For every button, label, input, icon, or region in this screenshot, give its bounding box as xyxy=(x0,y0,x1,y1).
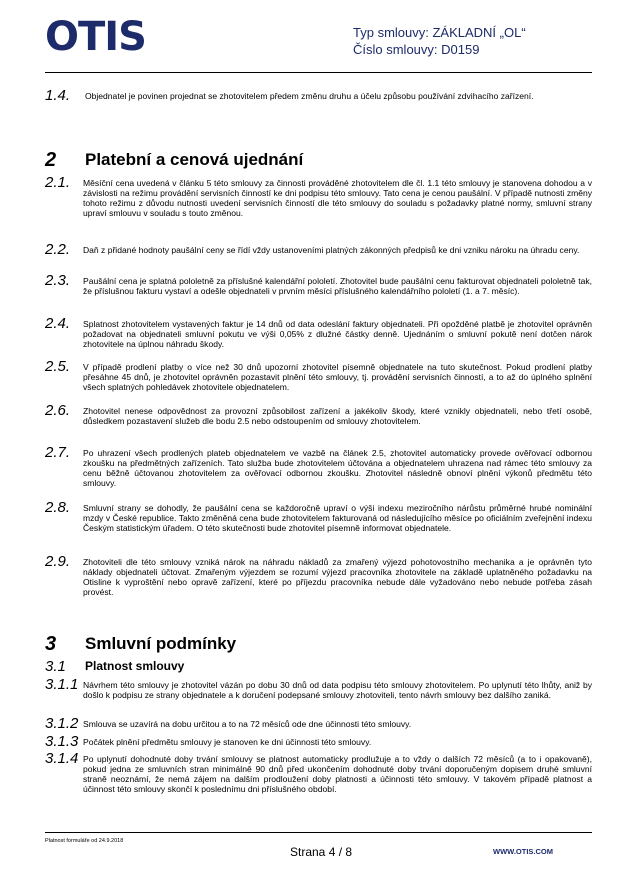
otis-logo: OTIS xyxy=(45,14,146,60)
clause-number: 2.9. xyxy=(45,553,71,570)
section-title: Smluvní podmínky xyxy=(85,634,237,653)
section-number: 3 xyxy=(45,633,57,655)
contract-type: Typ smlouvy: ZÁKLADNÍ „OL“ xyxy=(353,25,526,40)
clause-number: 2.6. xyxy=(45,402,71,419)
section-number: 2 xyxy=(45,149,57,171)
clause-number: 3.1.2 xyxy=(45,715,79,732)
clause-number: 2.1. xyxy=(45,174,71,191)
clause-number: 3.1.3 xyxy=(45,733,79,750)
clause-text: Splatnost zhotovitelem vystavených faktur je 14 dnů od data odeslání faktury objednateli. Při opožděné platbě je zhotovitel oprávněn požadovat na objednateli smluvní pokutu ve výši 0,05% z dlužné částky denně. Ujednáním o smluvní pokutě není dotčen nárok zhotovitele na úplnou náhradu škody. xyxy=(83,319,592,349)
clause-text: Po uhrazení všech prodlených plateb objednatelem ve vazbě na článek 2.5, zhotovitel automaticky provede ověřovací odbornou zkoušku na předmětných zařízeních. Tato služba bude zhotovitelem účtována a objednatelem uhrazena nad rámec této smlouvy za cenu běžně účtovanou zhotovitelem za ověřovací odbornou zkoušku. Zhotovitel následně obnoví plnění výkonů předmětu této smlouvy. xyxy=(83,448,592,488)
clause-text: Měsíční cena uvedená v článku 5 této smlouvy za činnosti prováděné zhotovitelem dle čl. 1.1 této smlouvy je stanovena dohodou a v závislosti na režimu provádění servisních činností ke dni podpisu této smlouvy. Tato cena je cenou paušální. V případě nutnosti změny tohoto režimu z důvodu nutnosti uvedení servisních činností dle této smlouvy do souladu s požadavky platné normy, smluvní strany upraví smlouvu v souladu s touto změnou. xyxy=(83,178,592,218)
subsection-number: 3.1 xyxy=(45,658,66,675)
subsection-title: Platnost smlouvy xyxy=(85,659,185,673)
clause-number: 1.4. xyxy=(45,87,71,104)
clause-number: 3.1.1 xyxy=(45,676,79,693)
clause-number: 2.5. xyxy=(45,358,71,375)
footer-divider xyxy=(45,832,592,833)
header-divider xyxy=(45,72,592,73)
clause-number: 3.1.4 xyxy=(45,750,79,767)
clause-number: 2.8. xyxy=(45,499,71,516)
clause-text: Smluvní strany se dohodly, že paušální cena se každoročně upraví o výši indexu meziročního nárůstu průměrné hrubé nominální mzdy v České republice. Takto změněná cena bude zhotovitelem fakturovaná od následujícího měsíce po oficiálním zveřejnění indexu Českým statistickým úřadem. O této skutečnosti bude zhotovitel písemně informovat objednatele. xyxy=(83,503,592,533)
clause-text: Objednatel je povinen projednat se zhotovitelem předem změnu druhu a účelu způsobu používání zdvihacího zařízení. xyxy=(85,91,534,101)
clause-text: Daň z přidané hodnoty paušální ceny se řídí vždy ustanoveními platných zákonných předpisů ke dni vzniku nároku na úhradu ceny. xyxy=(83,245,580,255)
clause-number: 2.3. xyxy=(45,272,71,289)
clause-text: Po uplynutí dohodnuté doby trvání smlouvy se platnost automaticky prodlužuje a to vždy o dalších 72 měsíců (a to i opakovaně), pokud jedna ze smluvních stran minimálně 90 dnů před ukončením dohodnuté doby trvání doporučeným dopisem druhé smluvní straně neoznámí, že nemá zájem na dalším prodloužení doby platnosti a účinnosti této smlouvy. V takovém případě platnost a účinnost této smlouvy skončí k poslednímu dni příslušného období. xyxy=(83,754,592,794)
clause-number: 2.7. xyxy=(45,444,71,461)
website-link[interactable]: WWW.OTIS.COM xyxy=(493,847,553,856)
clause-text: Zhotoviteli dle této smlouvy vzniká nárok na náhradu nákladů za zmařený výjezd pohotovostního mechanika a je oprávněn tyto náklady objednateli účtovat. Zmařeným výjezdem se rozumí výjezd pracovníka zhotovitele na základě uplatněného požadavku na Otisline k vyproštění nebo opravě zařízení, které po příjezdu pracovníka nebude dále vyžadováno nebo nebude potřeba zásah provést. xyxy=(83,557,592,597)
clause-text: Smlouva se uzavírá na dobu určitou a to na 72 měsíců ode dne účinnosti této smlouvy. xyxy=(83,719,412,729)
page-number: Strana 4 / 8 xyxy=(290,845,353,859)
clause-number: 2.4. xyxy=(45,315,71,332)
clause-number: 2.2. xyxy=(45,241,71,258)
clause-text: Návrhem této smlouvy je zhotovitel vázán po dobu 30 dnů od data podpisu této smlouvy zhotovitelem. Po uplynutí této lhůty, aniž by došlo k podpisu ze strany objednatele a k doručení podepsané smlouvy zhotoviteli, tento návrh smlouvy bez dalšího zaniká. xyxy=(83,680,592,700)
clause-text: Paušální cena je splatná pololetně za příslušné kalendářní pololetí. Zhotovitel bude paušální cenu fakturovat objednateli pololetně tak, že příslušnou fakturu vystaví a odešle objednateli v prvním měsíci příslušného kalendářního pololetí (1. a 7. měsíc). xyxy=(83,276,592,296)
section-title: Platební a cenová ujednání xyxy=(85,150,304,169)
clause-text: Zhotovitel nenese odpovědnost za provozní způsobilost zařízení a jakékoliv škody, které vznikly objednateli, nebo třetí osobě, důsledkem pozastavení služeb dle bodu 2.5 nebo odstoupením od smlouvy zhotovitelem. xyxy=(83,406,592,426)
contract-number: Číslo smlouvy: D0159 xyxy=(353,42,480,57)
form-validity-note: Platnost formuláře od 24.9.2018 xyxy=(45,838,124,844)
clause-text: Počátek plnění předmětu smlouvy je stanoven ke dni účinnosti této smlouvy. xyxy=(83,737,372,747)
clause-text: V případě prodlení platby o více než 30 dnů upozorní zhotovitel písemně objednatele na tuto skutečnost. Pokud prodlení platby přesáhne 45 dnů, je zhotovitel oprávněn pozastavit plnění této smlouvy, tj. provádění servisních činností, a to až do úplného splnění všech splatných pohledávek zhotovitele objednatelem. xyxy=(83,362,592,392)
